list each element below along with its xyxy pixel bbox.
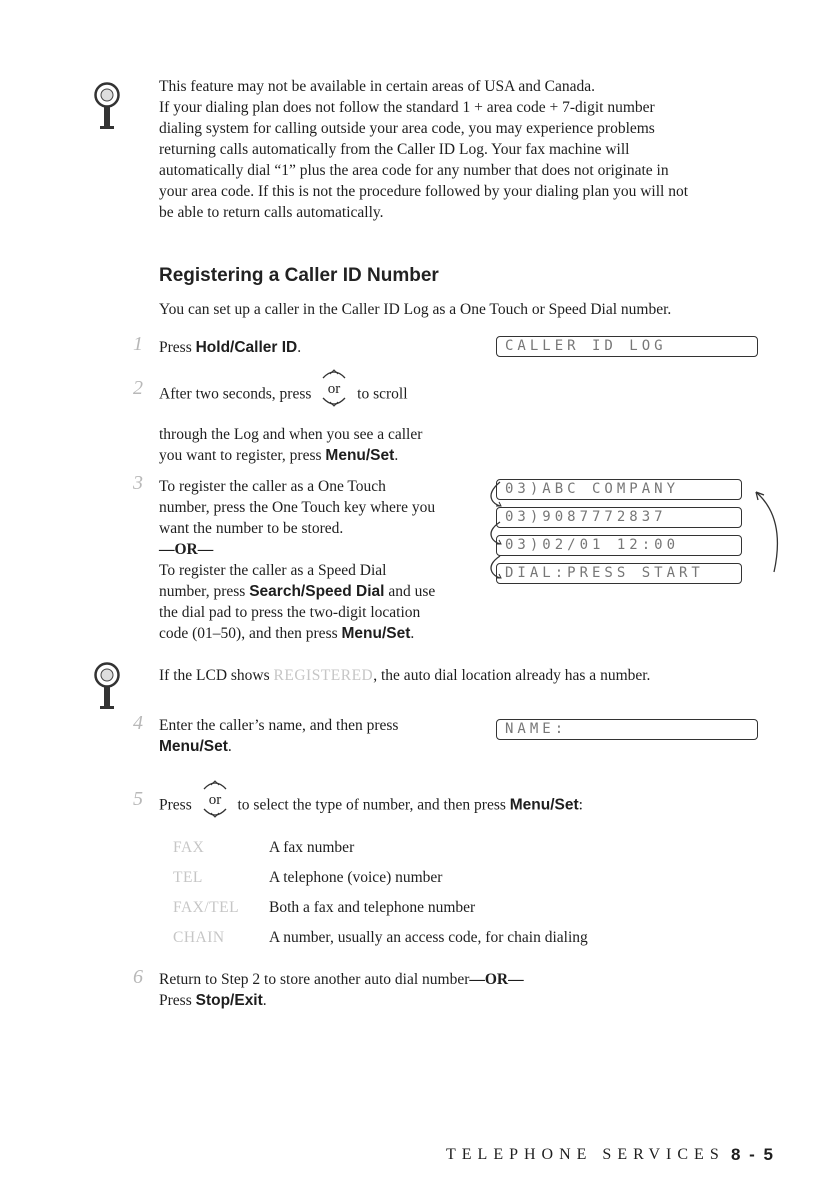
note-registered: If the LCD shows REGISTERED, the auto dial location already has a number. <box>159 667 651 684</box>
registered-lcd-word: REGISTERED <box>273 667 374 684</box>
lcd-display: 03)9087772837 <box>496 507 742 528</box>
section-intro: You can set up a caller in the Caller ID Log as a One Touch or Speed Dial number. <box>159 301 672 318</box>
step-3-text: To register the caller as a One Touch number, press the One Touch key where you want the number to be stored. —OR— To register the caller as a Speed Dial number, press Search/Speed Dial and use the dial pad to press the two-digit location code (01–50), and then press Menu/Set. <box>159 476 489 644</box>
menu-set-key: Menu/Set <box>509 796 579 814</box>
search-speed-dial-key: Search/Speed Dial <box>249 583 385 600</box>
hold-caller-id-key: Hold/Caller ID <box>195 339 298 356</box>
stop-exit-key: Stop/Exit <box>195 992 263 1009</box>
number-type-list <box>173 837 588 957</box>
menu-set-key: Menu/Set <box>341 625 411 642</box>
svg-text:or: or <box>328 381 341 397</box>
note-icon <box>94 662 120 712</box>
page-number: 8 - 5 <box>731 1145 776 1164</box>
chapter-title: TELEPHONE SERVICES <box>446 1146 725 1163</box>
list-item: TEL A telephone (voice) number <box>173 869 443 886</box>
note-line: automatically dial “1” plus the area code for any number that does not originate in <box>159 162 669 179</box>
note-line: returning calls automatically from the Caller ID Log. Your fax machine will <box>159 141 630 158</box>
step-2-line-3: you want to register, press Menu/Set. <box>159 447 399 464</box>
step-number: 1 <box>133 333 143 355</box>
step-number: 2 <box>133 377 143 399</box>
step-2-text: After two seconds, press or to scroll <box>159 380 489 410</box>
step-number: 6 <box>133 966 143 988</box>
or-separator: —OR— <box>159 541 214 558</box>
step-number: 4 <box>133 712 143 734</box>
scroll-up-down-icon <box>198 777 232 821</box>
section-heading: Registering a Caller ID Number <box>159 265 439 286</box>
list-item: FAX A fax number <box>173 839 355 856</box>
note-line: be able to return calls automatically. <box>159 204 384 221</box>
svg-text:or: or <box>208 792 221 808</box>
note-line: dialing system for calling outside your area code, you may experience problems <box>159 120 655 137</box>
menu-set-key: Menu/Set <box>159 738 228 755</box>
list-item: CHAIN A number, usually an access code, for chain dialing <box>173 929 588 946</box>
scroll-up-down-icon <box>317 366 351 410</box>
step-number: 5 <box>133 788 143 810</box>
note-icon <box>94 82 120 132</box>
lcd-display: CALLER ID LOG <box>496 336 758 357</box>
step-number: 3 <box>133 472 143 494</box>
step-2-line-2: through the Log and when you see a caller <box>159 426 423 443</box>
step-4-text: Enter the caller’s name, and then press Menu/Set. <box>159 717 399 755</box>
note-line: If your dialing plan does not follow the standard 1 + area code + 7-digit number <box>159 99 655 116</box>
menu-set-key: Menu/Set <box>325 447 395 464</box>
step-6-text: Return to Step 2 to store another auto dial number—OR— Press Stop/Exit. <box>159 971 524 1009</box>
list-item: FAX/TEL Both a fax and telephone number <box>173 899 476 916</box>
lcd-display: DIAL:PRESS START <box>496 563 742 584</box>
lcd-display: 03)02/01 12:00 <box>496 535 742 556</box>
note-line: your area code. If this is not the procedure followed by your dialing plan you will not <box>159 183 689 200</box>
step-1-text: Press Hold/Caller ID. <box>159 339 302 356</box>
note-feature-availability <box>159 76 799 223</box>
lcd-display: NAME: <box>496 719 758 740</box>
note-line: This feature may not be available in certain areas of USA and Canada. <box>159 78 595 95</box>
lcd-display: 03)ABC COMPANY <box>496 479 742 500</box>
step-5-text: Press or to select the type of number, and then press Menu/Set: <box>159 791 583 821</box>
